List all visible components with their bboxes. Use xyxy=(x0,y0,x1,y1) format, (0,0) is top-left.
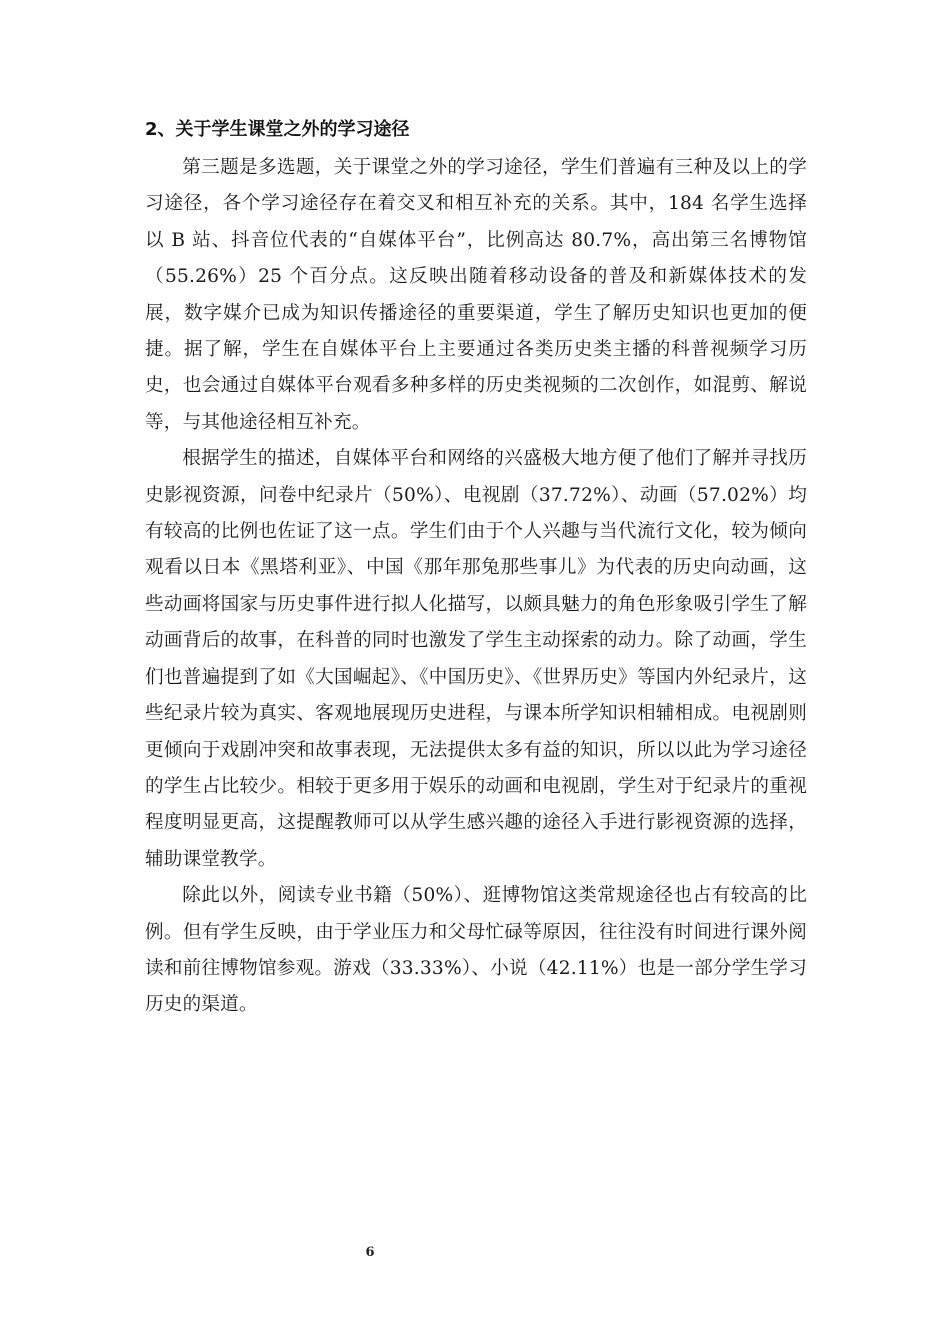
paragraph-learning-channels: 第三题是多选题，关于课堂之外的学习途径，学生们普遍有三种及以上的学习途径，各个学习途径存在着交叉和相互补充的关系。其中，184 名学生选择以 B 站、抖音位代表的“自媒体平台”，比例高达 80.7%，高出第三名博物馆（55.26%）25 个百分点。这反映出随着移动设备的普及和新媒体技术的发展，数字媒介已成为知识传播途径的重要渠道，学生了解历史知识也更加的便捷。据了解，学生在自媒体平台上主要通过各类历史类主播的科普视频学习历史，也会通过自媒体平台观看多种多样的历史类视频的二次创作，如混剪、解说等，与其他途径相互补充。 xyxy=(145,157,807,433)
page-number: 6 xyxy=(365,1245,375,1260)
section-heading: 2、关于学生课堂之外的学习途径 xyxy=(145,119,410,140)
body-text xyxy=(145,150,807,1024)
paragraph-film-resources: 根据学生的描述，自媒体平台和网络的兴盛极大地方便了他们了解并寻找历史影视资源，问卷中纪录片（50%）、电视剧（37.72%）、动画（57.02%）均有较高的比例也佐证了这一点。学生们由于个人兴趣与当代流行文化，较为倾向观看以日本《黑塔利亚》、中国《那年那兔那些事儿》为代表的历史向动画，这些动画将国家与历史事件进行拟人化描写，以颇具魅力的角色形象吸引学生了解动画背后的故事，在科普的同时也激发了学生主动探索的动力。除了动画，学生们也普遍提到了如《大国崛起》、《中国历史》、《世界历史》等国内外纪录片，这些纪录片较为真实、客观地展现历史进程，与课本所学知识相辅相成。电视剧则更倾向于戏剧冲突和故事表现，无法提供太多有益的知识，所以以此为学习途径的学生占比较少。相较于更多用于娱乐的动画和电视剧，学生对于纪录片的重视程度明显更高，这提醒教师可以从学生感兴趣的途径入手进行影视资源的选择，辅助课堂教学。 xyxy=(145,448,807,870)
paragraph-other-channels: 除此以外，阅读专业书籍（50%）、逛博物馆这类常规途径也占有较高的比例。但有学生反映，由于学业压力和父母忙碌等原因，往往没有时间进行课外阅读和前往博物馆参观。游戏（33.33%）、小说（42.11%）也是一部分学生学习历史的渠道。 xyxy=(145,885,807,1016)
